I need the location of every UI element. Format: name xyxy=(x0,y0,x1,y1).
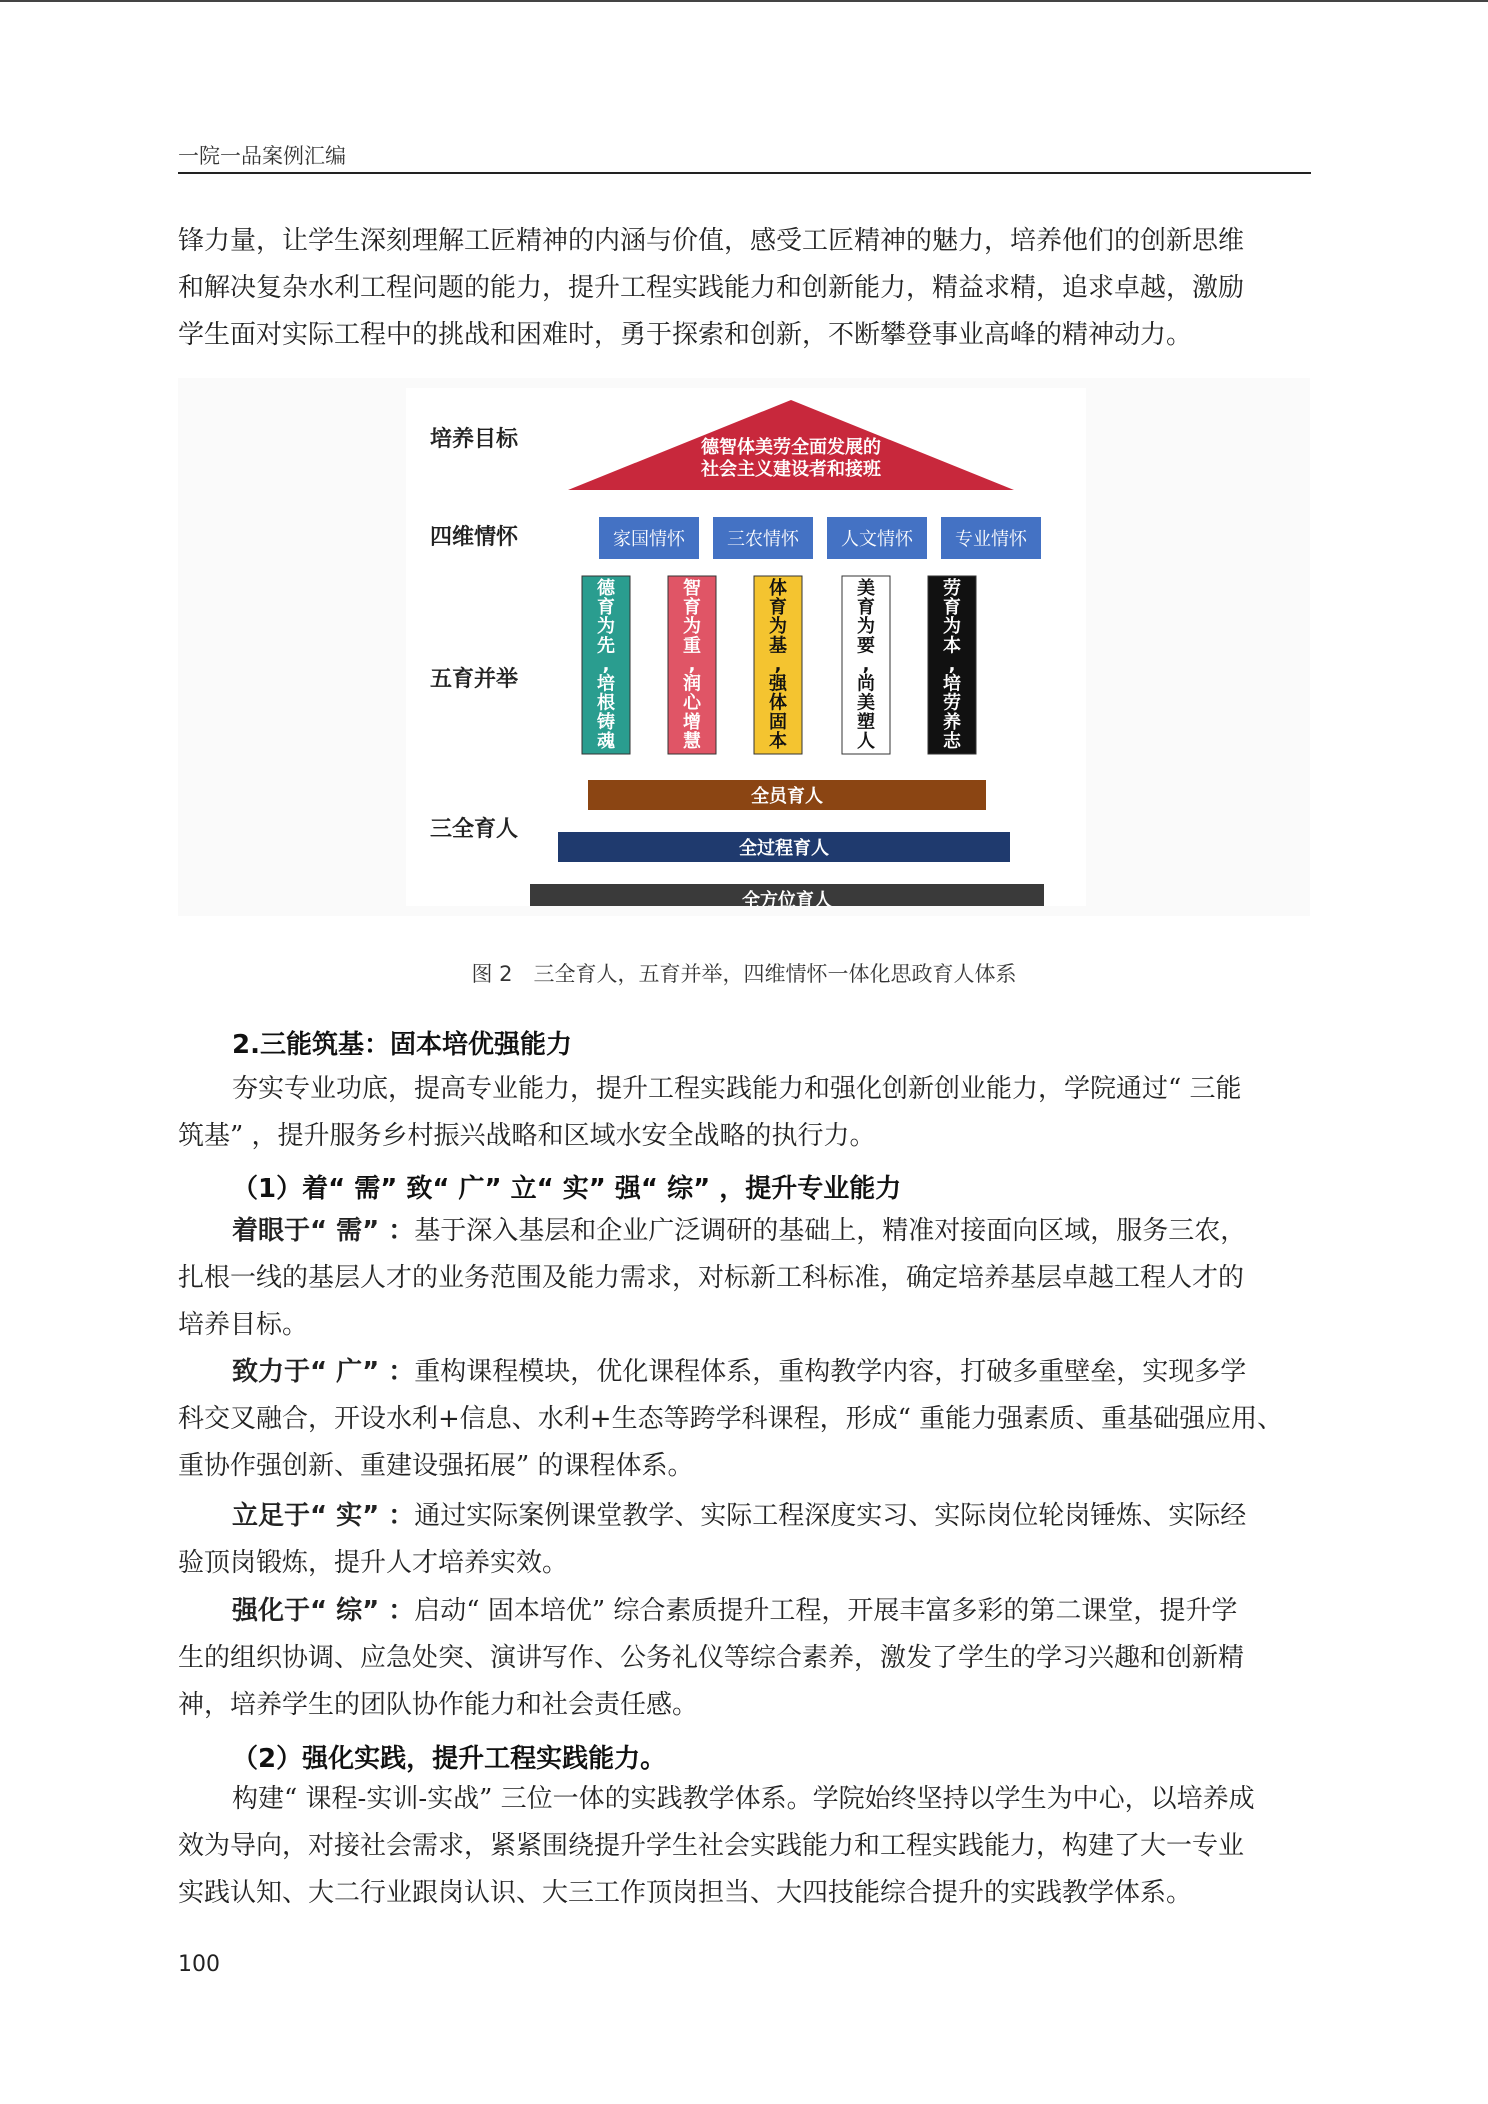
item-line: 神，培养学生的团队协作能力和社会责任感。 xyxy=(178,1690,699,1720)
figure-panel xyxy=(178,378,1310,916)
header-rule xyxy=(178,172,1311,174)
feeling-label-jiaguo: 家国情怀 xyxy=(613,529,685,550)
pillar-label-2: 智育为重,润心增慧 xyxy=(683,578,701,752)
item-line: 启动“ 固本培优” 综合素质提升工程，开展丰富多彩的第二课堂，提升学 xyxy=(414,1596,1238,1626)
running-header: 一院一品案例汇编 xyxy=(178,144,346,168)
item-line: 生的组织协调、应急处突、演讲写作、公务礼仪等综合素养，激发了学生的学习兴趣和创新精 xyxy=(178,1643,1245,1673)
section-paragraph-2 xyxy=(178,1776,1310,1917)
base-label-2: 全过程育人 xyxy=(739,838,829,859)
item-lead: 立足于“ 实” ： xyxy=(232,1501,415,1531)
item-line: 扎根一线的基层人才的业务范围及能力需求，对标新工科标准，确定培养基层卓越工程人才的 xyxy=(178,1263,1245,1293)
section-paragraph-1 xyxy=(178,1066,1310,1160)
feeling-label-sannong: 三农情怀 xyxy=(727,529,799,550)
feeling-label-zhuanye: 专业情怀 xyxy=(955,529,1027,550)
item-line: 通过实际案例课堂教学、实际工程深度实习、实际岗位轮岗锤炼、实际经 xyxy=(414,1501,1247,1531)
intro-line: 学生面对实际工程中的挑战和困难时，勇于探索和创新，不断攀登事业高峰的精神动力。 xyxy=(178,320,1193,350)
intro-line: 和解决复杂水利工程问题的能力，提升工程实践能力和创新能力，精益求精，追求卓越，激励 xyxy=(178,273,1245,303)
paragraph-line: 实践认知、大二行业跟岗认识、大三工作顶岗担当、大四技能综合提升的实践教学体系。 xyxy=(178,1878,1193,1908)
page-top-border xyxy=(0,0,1488,2)
item-line: 重构课程模块，优化课程体系，重构教学内容，打破多重壁垒，实现多学 xyxy=(414,1357,1247,1387)
intro-paragraph xyxy=(178,218,1310,359)
paragraph-line: 构建“ 课程-实训-实战” 三位一体的实践教学体系。学院始终坚持以学生为中心，以培养成 xyxy=(232,1784,1255,1814)
roof-text-line-2: 社会主义建设者和接班 xyxy=(701,459,881,480)
paragraph-line: 效为导向，对接社会需求，紧紧围绕提升学生社会实践能力和工程实践能力，构建了大一专业 xyxy=(178,1831,1245,1861)
base-label-3: 全方位育人 xyxy=(742,890,832,906)
subheading-1: （1）着“ 需” 致“ 广” 立“ 实” 强“ 综” ，提升专业能力 xyxy=(232,1174,902,1204)
page-number: 100 xyxy=(178,1952,220,1977)
subheading-2: （2）强化实践，提升工程实践能力。 xyxy=(232,1744,667,1774)
education-system-diagram xyxy=(406,388,1086,906)
item-line: 科交叉融合，开设水利+信息、水利+生态等跨学科课程，形成“ 重能力强素质、重基础强应用、 xyxy=(178,1404,1284,1434)
pillar-label-4: 美育为要,尚美塑人 xyxy=(857,578,875,752)
item-line: 重协作强创新、重建设强拓展” 的课程体系。 xyxy=(178,1451,694,1481)
item-need xyxy=(178,1208,1310,1349)
row-label-goal: 培养目标 xyxy=(430,427,519,452)
row-label-five-edu: 五育并举 xyxy=(430,667,519,692)
item-practical xyxy=(178,1493,1310,1587)
figure-caption: 图 2 三全育人，五育并举，四维情怀一体化思政育人体系 xyxy=(471,962,1017,986)
base-label-1: 全员育人 xyxy=(751,786,823,807)
item-broad xyxy=(178,1349,1310,1490)
item-comprehensive xyxy=(178,1588,1310,1729)
intro-line: 锋力量，让学生深刻理解工匠精神的内涵与价值，感受工匠精神的魅力，培养他们的创新思维 xyxy=(178,226,1245,256)
pillar-label-1: 德育为先,培根铸魂 xyxy=(597,578,615,752)
paragraph-line: 夯实专业功底，提高专业能力，提升工程实践能力和强化创新创业能力，学院通过“ 三能 xyxy=(232,1074,1242,1104)
paragraph-line: 筑基” ，提升服务乡村振兴战略和区域水安全战略的执行力。 xyxy=(178,1121,876,1151)
item-lead: 致力于“ 广” ： xyxy=(232,1357,415,1387)
row-label-three-all: 三全育人 xyxy=(430,817,519,842)
roof-text-line-1: 德智体美劳全面发展的 xyxy=(701,437,881,458)
item-line: 培养目标。 xyxy=(178,1310,309,1340)
item-lead: 强化于“ 综” ： xyxy=(232,1596,415,1626)
item-line: 基于深入基层和企业广泛调研的基础上，精准对接面向区域，服务三农， xyxy=(414,1216,1247,1246)
figure-canvas xyxy=(406,388,1086,906)
pillars-row xyxy=(582,576,976,754)
section-heading: 2.三能筑基：固本培优强能力 xyxy=(232,1030,572,1060)
pillar-label-5: 劳育为本,培劳养志 xyxy=(943,578,961,752)
feelings-row xyxy=(599,517,1041,559)
item-line: 验顶岗锻炼，提升人才培养实效。 xyxy=(178,1548,569,1578)
row-label-feelings: 四维情怀 xyxy=(430,525,519,550)
pillar-label-3: 体育为基,强体固本 xyxy=(769,578,787,752)
feeling-label-renwen: 人文情怀 xyxy=(841,529,913,550)
item-lead: 着眼于“ 需” ： xyxy=(232,1216,415,1246)
